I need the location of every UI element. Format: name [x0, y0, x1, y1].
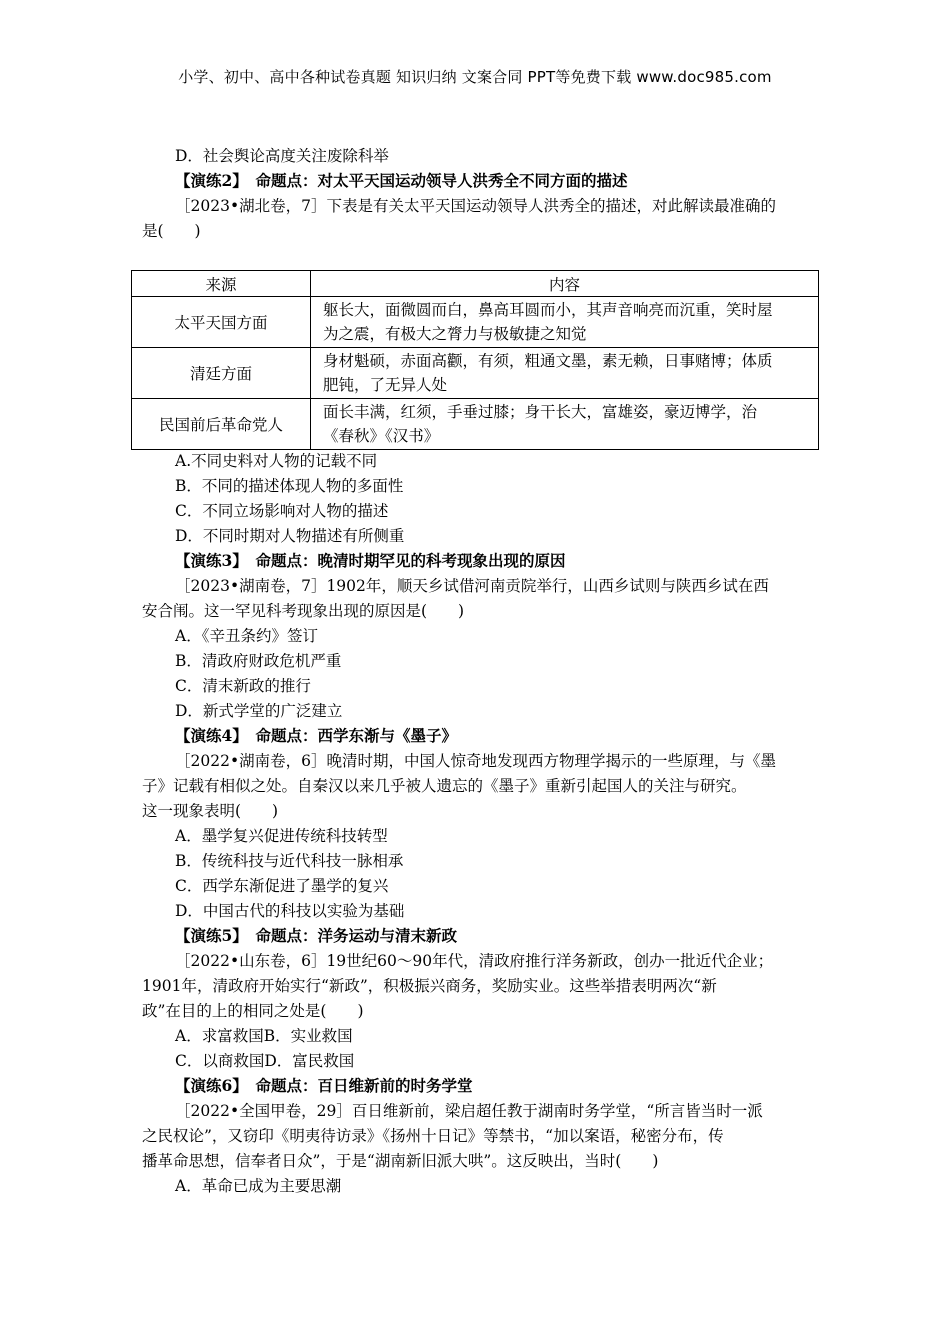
q3-option-d: D．新式学堂的广泛建立 [175, 702, 343, 720]
q4-stem-line3: 这一现象表明( ) [142, 802, 279, 820]
table-cell-content [311, 399, 819, 450]
q3-option-c: C．清末新政的推行 [175, 677, 311, 695]
q4-option-b: B．传统科技与近代科技一脉相承 [175, 852, 404, 870]
q5-options-cd: C．以商救国D．富民救国 [175, 1052, 355, 1070]
q2-option-d: D．不同时期对人物描述有所侧重 [175, 527, 405, 545]
q5-stem-line1: ［2022•山东卷，6］19世纪60～90年代，清政府推行洋务新政，创办一批近代企业； [175, 952, 774, 970]
q5-title: 【演练5】 命题点：洋务运动与清末新政 [175, 926, 458, 945]
q2-option-b: B．不同的描述体现人物的多面性 [175, 477, 404, 495]
q2-title: 【演练2】 命题点：对太平天国运动领导人洪秀全不同方面的描述 [175, 171, 628, 190]
content-line: 躯长大，面微圆而白，鼻高耳圆而小，其声音响亮而沉重，笑时屋 [323, 301, 773, 319]
q6-title: 【演练6】 命题点：百日维新前的时务学堂 [175, 1076, 473, 1095]
table-header-content: 内容 [311, 271, 819, 297]
table-header-source: 来源 [132, 271, 311, 297]
q5-stem-line2: 1901年，清政府开始实行“新政”，积极振兴商务，奖励实业。这些举措表明两次“新 [142, 977, 717, 995]
content-line: 身材魁硕，赤面高颧，有须，粗通文墨，素无赖，日事赌博；体质 [323, 352, 773, 370]
q5-options-ab: A．求富救国B．实业救国 [175, 1027, 353, 1045]
q4-option-d: D．中国古代的科技以实验为基础 [175, 902, 405, 920]
q6-stem-line2: 之民权论”，又窃印《明夷待访录》《扬州十日记》等禁书，“加以案语，秘密分布，传 [142, 1127, 724, 1145]
table-header-row [132, 271, 819, 297]
prev-option-d: D．社会舆论高度关注废除科举 [175, 147, 389, 165]
table-row [132, 348, 819, 399]
q2-stem-line2: 是( ) [142, 222, 201, 240]
table-cell-source: 太平天国方面 [132, 297, 311, 348]
q2-option-c: C．不同立场影响对人物的描述 [175, 502, 389, 520]
q3-title: 【演练3】 命题点：晚清时期罕见的科考现象出现的原因 [175, 551, 566, 570]
table-cell-source: 清廷方面 [132, 348, 311, 399]
q3-option-a: A．《辛丑条约》签订 [175, 627, 318, 645]
q3-stem-line1: ［2023•湖南卷，7］1902年，顺天乡试借河南贡院举行，山西乡试则与陕西乡试在西 [175, 577, 769, 595]
q3-option-b: B．清政府财政危机严重 [175, 652, 342, 670]
q6-stem-line3: 播革命思想，信奉者日众”，于是“湖南新旧派大哄”。这反映出，当时( ) [142, 1152, 659, 1170]
q5-stem-line3: 政”在目的上的相同之处是( ) [142, 1002, 364, 1020]
q2-table [131, 270, 819, 450]
q4-option-c: C．西学东渐促进了墨学的复兴 [175, 877, 389, 895]
table-row [132, 297, 819, 348]
table-cell-source: 民国前后革命党人 [132, 399, 311, 450]
table-cell-content [311, 348, 819, 399]
q2-stem-line1: ［2023•湖北卷，7］下表是有关太平天国运动领导人洪秀全的描述，对此解读最准确的 [175, 197, 776, 215]
content-line: 面长丰满，红须，手垂过膝；身干长大，富雄姿，豪迈博学，治 [323, 403, 758, 421]
table-row [132, 399, 819, 450]
q3-stem-line2: 安合闱。这一罕见科考现象出现的原因是( ) [142, 602, 465, 620]
page-header: 小学、初中、高中各种试卷真题 知识归纳 文案合同 PPT等免费下载 www.doc985.com [178, 68, 772, 86]
table-cell-content [311, 297, 819, 348]
q6-option-a: A．革命已成为主要思潮 [175, 1177, 342, 1195]
q4-title: 【演练4】 命题点：西学东渐与《墨子》 [175, 726, 458, 745]
q2-option-a: A.不同史料对人物的记载不同 [175, 452, 378, 470]
q6-stem-line1: ［2022•全国甲卷，29］百日维新前，梁启超任教于湖南时务学堂，“所言皆当时一派 [175, 1102, 763, 1120]
q4-stem-line1: ［2022•湖南卷，6］晚清时期，中国人惊奇地发现西方物理学揭示的一些原理，与《墨 [175, 752, 776, 770]
q4-stem-line2: 子》记载有相似之处。自秦汉以来几乎被人遗忘的《墨子》重新引起国人的关注与研究。 [142, 777, 747, 795]
content-line: 肥钝，了无异人处 [323, 376, 448, 394]
content-line: 《春秋》《汉书》 [323, 427, 440, 445]
content-line: 为之震，有极大之膂力与极敏捷之知觉 [323, 325, 587, 343]
q4-option-a: A．墨学复兴促进传统科技转型 [175, 827, 388, 845]
